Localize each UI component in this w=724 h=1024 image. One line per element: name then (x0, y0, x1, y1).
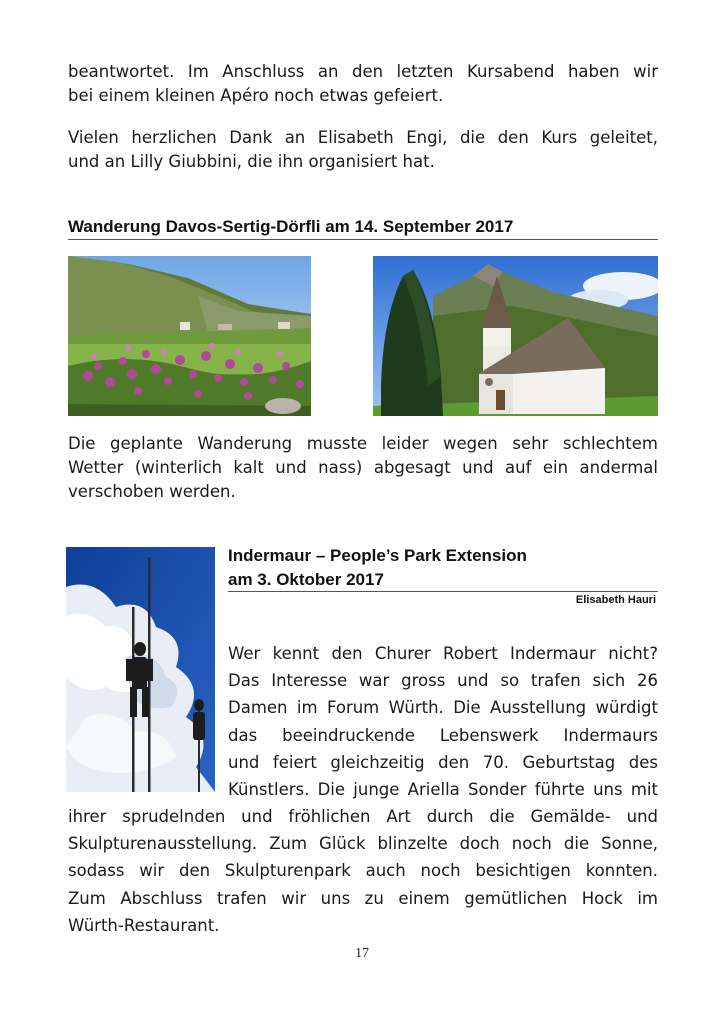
indermaur-heading-line1: Indermaur – People’s Park Extension (228, 546, 527, 565)
hike-line: Die geplante Wanderung musste leider wegen sehr schlechtem (68, 434, 658, 453)
page-number: 17 (355, 946, 369, 961)
indermaur-line: sodass wir den Skulpturenpark auch noch besichtigen konnten. (68, 861, 658, 881)
indermaur-line: Damen im Forum Würth. Die Ausstellung würdigt (228, 698, 658, 718)
indermaur-paragraph-wide (68, 803, 658, 939)
hike-paragraph (68, 432, 658, 504)
indermaur-heading-line2: am 3. Oktober 2017 (228, 570, 384, 589)
chapel-photo (373, 256, 658, 416)
hike-line: verschoben werden. (68, 482, 236, 501)
indermaur-line: das beeindruckende Lebenswerk Indermaurs (228, 725, 658, 745)
thanks-paragraph (68, 126, 658, 174)
author-name: Elisabeth Hauri (575, 594, 656, 606)
intro-line: beantwortet. Im Anschluss an den letzten Kursabend haben wir (68, 62, 658, 81)
intro-paragraph (68, 60, 658, 108)
indermaur-heading-rule (228, 591, 658, 592)
indermaur-paragraph-narrow (228, 640, 658, 803)
hike-heading: Wanderung Davos-Sertig-Dörfli am 14. September 2017 (68, 217, 514, 236)
sculpture-photo (66, 547, 215, 792)
indermaur-line: Das Interesse war gross und so trafen sich 26 (228, 671, 658, 691)
indermaur-line: und feiert gleichzeitig den 70. Geburtstag des (228, 752, 658, 772)
indermaur-line: Künstlers. Die junge Ariella Sonder führte uns mit (228, 780, 658, 800)
indermaur-line: Wer kennt den Churer Robert Indermaur nicht? (228, 644, 658, 663)
hike-line: Wetter (winterlich kalt und nass) abgesagt und auf ein andermal (68, 458, 658, 477)
thanks-line: und an Lilly Giubbini, die ihn organisiert hat. (68, 152, 435, 171)
indermaur-line: Zum Abschluss trafen wir uns zu einem gemütlichen Hock im (68, 888, 658, 908)
indermaur-line: Würth-Restaurant. (68, 915, 220, 935)
intro-line: bei einem kleinen Apéro noch etwas gefeiert. (68, 86, 444, 105)
thanks-line: Vielen herzlichen Dank an Elisabeth Engi, die den Kurs geleitet, (68, 128, 658, 147)
valley-flowers-photo (68, 256, 311, 416)
indermaur-line: Skulpturenausstellung. Zum Glück blinzelte doch noch die Sonne, (68, 834, 658, 854)
indermaur-line: ihrer sprudelnden und fröhlichen Art durch die Gemälde- und (68, 807, 658, 826)
hike-heading-rule (68, 239, 658, 240)
